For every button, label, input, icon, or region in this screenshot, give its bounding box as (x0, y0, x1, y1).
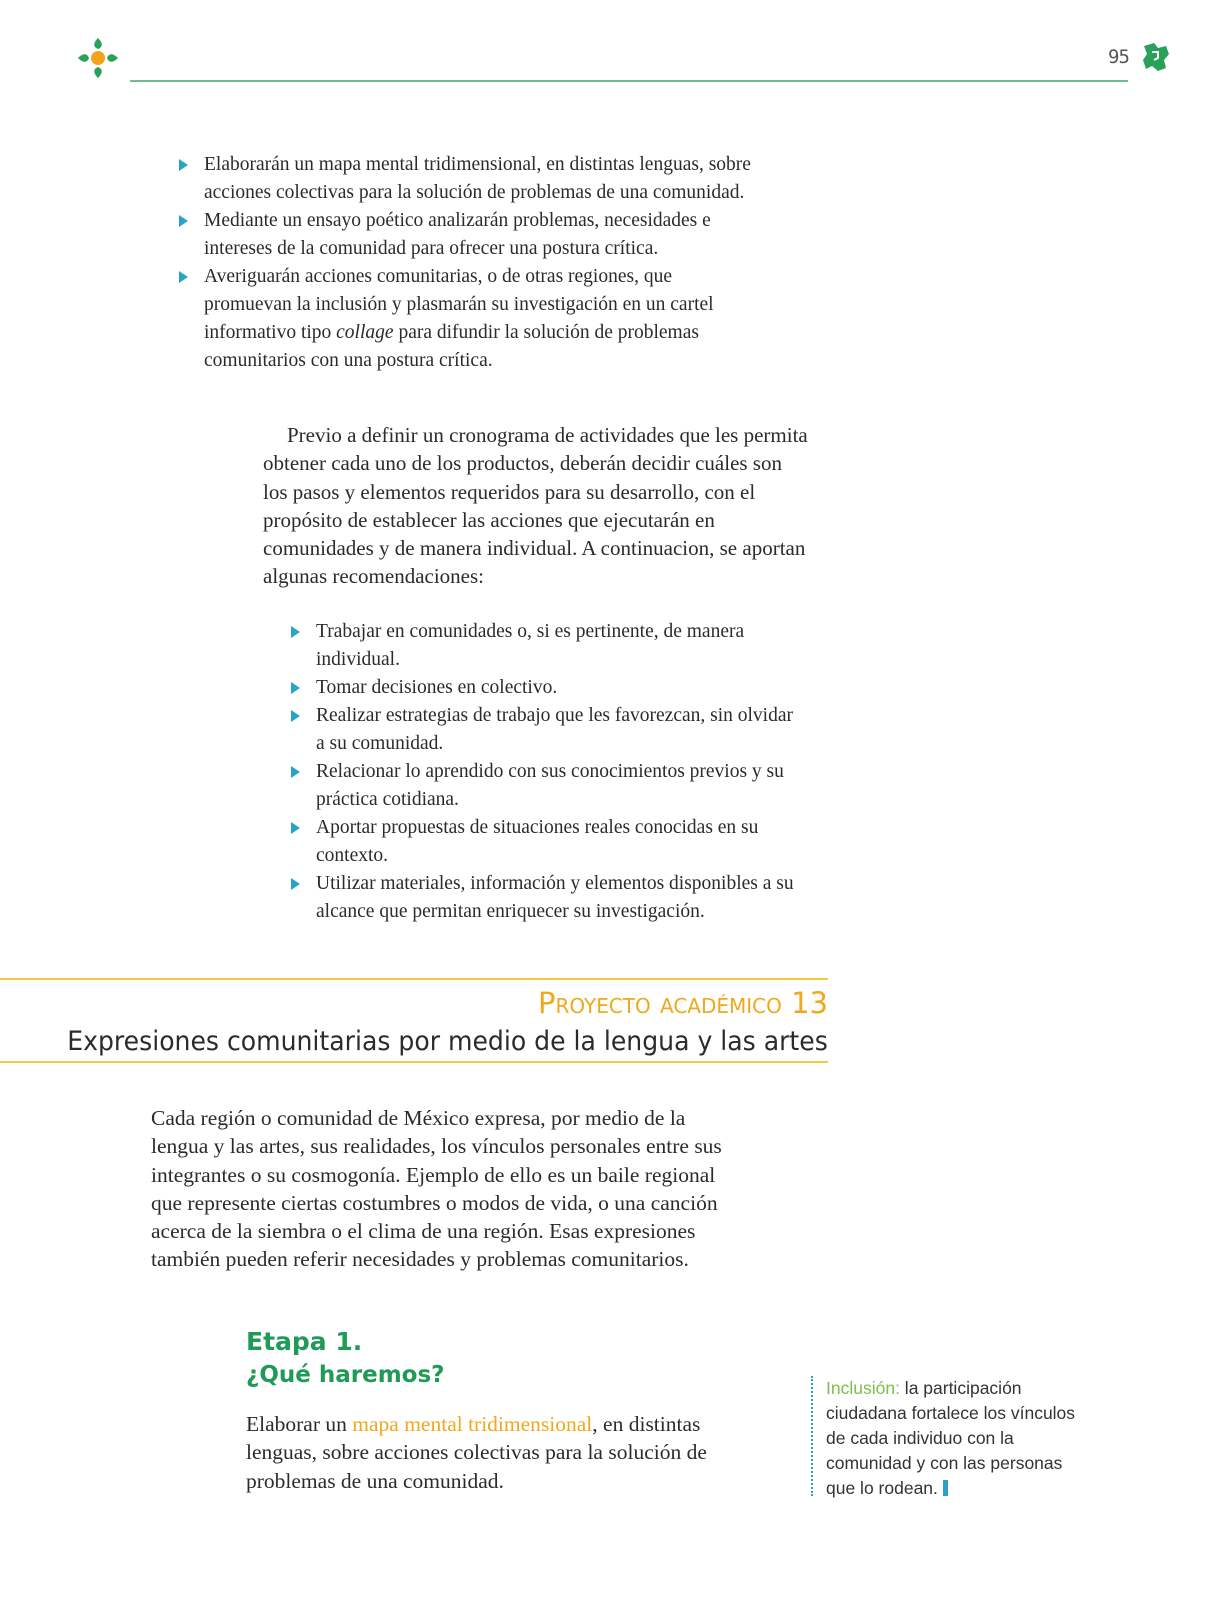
intro-paragraph: Previo a definir un cronograma de actividades que les permita obtener cada uno de los productos, deberán decidir cuáles son los pasos y elementos requeridos para su desarrollo, con el propósito de establecer las acciones que ejecutarán en comunidades y de manera individual. A continuacion, se aportan algunas recomendaciones: (263, 423, 808, 589)
project-title: Expresiones comunitarias por medio de la lengua y las artes (67, 1026, 828, 1057)
recommendation-text: Aportar propuestas de situaciones reales conocidas en su contexto. (316, 817, 759, 866)
objective-text: para difundir la solución de problemas comunitarios con una postura crítica. (204, 322, 699, 371)
bullet-triangle-icon (291, 822, 300, 834)
sidebar-note (811, 1376, 1086, 1496)
list-item (179, 151, 759, 207)
bullet-triangle-icon (291, 682, 300, 694)
recommendation-text: Tomar decisiones en colectivo. (316, 677, 558, 698)
project-label-text: Proyecto académico (537, 986, 782, 1020)
recommendation-text: Realizar estrategias de trabajo que les favorezcan, sin olvidar a su comunidad. (316, 705, 793, 754)
list-item (291, 814, 801, 870)
objective-text: Mediante un ensayo poético analizarán problemas, necesidades e intereses de la comunidad para ofrecer una postura crítica. (204, 210, 711, 259)
flower-logo-icon (74, 34, 122, 82)
stage-paragraph (246, 1410, 766, 1495)
objective-text: Elaborarán un mapa mental tridimensional, en distintas lenguas, sobre acciones colectivas para la solución de problemas de una comunidad. (204, 154, 751, 203)
recommendation-text: Trabajar en comunidades o, si es pertinente, de manera individual. (316, 621, 745, 670)
list-item (291, 870, 801, 926)
project-label (538, 986, 828, 1020)
page-number: 95 (1108, 46, 1129, 68)
stage-text: Elaborar un (246, 1412, 353, 1436)
body-paragraph: Cada región o comunidad de México expresa, por medio de la lengua y las artes, sus realidades, los vínculos personales entre sus integrantes o su cosmogonía. Ejemplo de ello es un baile regional que represente ciertas costumbres o modos de vida, o una canción acerca de la siembra o el clima de una región. Esas expresiones también pueden referir necesidades y problemas comunitarios. (151, 1106, 722, 1272)
end-mark-icon (943, 1480, 948, 1496)
stage-title: Etapa 1. (246, 1327, 363, 1356)
recommendation-text: Relacionar lo aprendido con sus conocimientos previos y su práctica cotidiana. (316, 761, 784, 810)
list-item (291, 674, 801, 702)
stage-highlight: mapa mental tridimensional (352, 1412, 593, 1436)
recommendations-list (291, 618, 801, 926)
objective-text: Averiguarán acciones comunitarias, o de otras regiones, que promuevan la inclusión y plasmarán su investigación en un cartel informativo tipo (204, 266, 714, 343)
sidebar-definition: la participación ciudadana fortalece los vínculos de cada individuo con la comunidad y con las personas que lo rodean. (826, 1378, 1076, 1498)
header-rule (130, 80, 1128, 82)
list-item (179, 263, 759, 375)
list-item (291, 758, 801, 814)
project-number: 13 (791, 986, 828, 1020)
project-top-rule (0, 978, 828, 980)
bullet-triangle-icon (291, 710, 300, 722)
bullet-triangle-icon (291, 766, 300, 778)
objective-italic: collage (336, 322, 394, 343)
sidebar-term: Inclusión: (826, 1378, 900, 1398)
bullet-triangle-icon (291, 878, 300, 890)
list-item (291, 702, 801, 758)
stage-subtitle: ¿Qué haremos? (246, 1362, 445, 1388)
list-item (291, 618, 801, 674)
green-glyph-icon (1140, 40, 1172, 74)
stage-text: , en distintas lenguas, sobre acciones colectivas para la solución de problemas de una comunidad. (246, 1412, 707, 1493)
bullet-triangle-icon (179, 159, 188, 171)
bullet-triangle-icon (179, 271, 188, 283)
objectives-list (179, 151, 759, 375)
list-item (179, 207, 759, 263)
bullet-triangle-icon (179, 215, 188, 227)
project-bottom-rule (0, 1061, 828, 1063)
bullet-triangle-icon (291, 626, 300, 638)
recommendation-text: Utilizar materiales, información y elementos disponibles a su alcance que permitan enriquecer su investigación. (316, 873, 794, 922)
